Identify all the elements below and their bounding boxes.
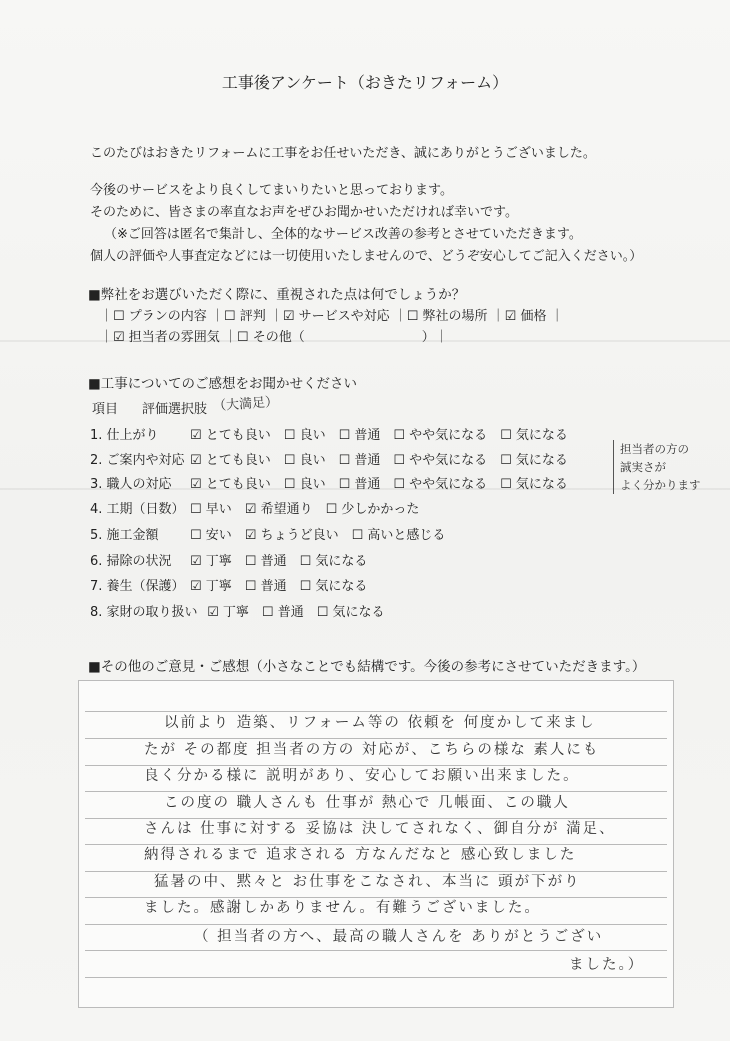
side-note-line: 担当者の方の xyxy=(620,442,689,456)
intro-line: 今後のサービスをより良くしてまいりたいと思っております。 xyxy=(90,183,453,198)
question-2-heading: ■工事についてのご感想をお聞かせください xyxy=(88,376,357,392)
side-note-line: よく分かります xyxy=(620,478,701,492)
handwritten-side-note xyxy=(613,440,701,494)
rating-options[interactable]: ☑ 丁寧 ☐ 普通 ☐ 気になる xyxy=(190,605,385,620)
handwritten-note: （大満足） xyxy=(212,394,279,415)
rating-options[interactable]: ☐ 早い ☑ 希望通り ☐ 少しかかった xyxy=(190,502,420,517)
rating-options[interactable]: ☑ 丁寧 ☐ 普通 ☐ 気になる xyxy=(190,554,368,569)
intro-line: そのために、皆さまの率直なお声をぜひお聞かせいただければ幸いです。 xyxy=(90,205,518,220)
column-item: 項目 xyxy=(92,402,119,417)
comment-line: 以前より 造築、リフォーム等の 依頼を 何度かして来まし xyxy=(164,715,596,731)
question-1-heading: ■弊社をお選びいただく際に、重視された点は何でしょうか？ xyxy=(88,287,466,303)
side-note-line: 誠実さが xyxy=(620,460,666,474)
rating-row: 8. 家財の取り扱い ☑ 丁寧 ☐ 普通 ☐ 気になる xyxy=(90,605,385,620)
question-3-heading: ■その他のご意見・ご感想（小さなことでも結構です。今後の参考にさせていただきます。） xyxy=(88,659,646,675)
rating-options[interactable]: ☑ とても良い ☐ 良い ☐ 普通 ☐ やや気になる ☐ 気になる xyxy=(190,428,568,443)
intro-line: （※ご回答は匿名で集計し、全体的なサービス改善の参考とさせていただきます。 xyxy=(104,227,582,242)
comment-line: 猛暑の中、黙々と お仕事をこなされ、本当に 頭が下がり xyxy=(154,874,581,890)
rating-row: 5. 施工金額 ☐ 安い ☑ ちょうど良い ☐ 高いと感じる xyxy=(90,528,446,543)
comment-box xyxy=(78,680,674,1008)
comment-line: ました。感謝しかありません。有難うございました。 xyxy=(144,900,541,916)
comment-line: たが その都度 担当者の方の 対応が、こちらの様な 素人にも xyxy=(144,742,600,758)
page-title: 工事後アンケート（おきたリフォーム） xyxy=(221,73,509,92)
rating-row: 2. ご案内や対応 ☑ とても良い ☐ 良い ☐ 普通 ☐ やや気になる ☐ 気になる xyxy=(90,453,568,468)
rating-row: 6. 掃除の状況 ☑ 丁寧 ☐ 普通 ☐ 気になる xyxy=(90,554,368,569)
rating-options[interactable]: ☑ 丁寧 ☐ 普通 ☐ 気になる xyxy=(190,579,368,594)
rating-row: 3. 職人の対応 ☑ とても良い ☐ 良い ☐ 普通 ☐ やや気になる ☐ 気になる xyxy=(90,477,568,492)
rating-options[interactable]: ☑ とても良い ☐ 良い ☐ 普通 ☐ やや気になる ☐ 気になる xyxy=(190,477,568,492)
comment-line: さんは 仕事に対する 妥協は 決してされなく、御自分が 満足、 xyxy=(144,821,616,837)
question-1-options: ｜☑ 担当者の雰囲気 ｜☐ その他（ ）｜ xyxy=(100,330,448,345)
question-1-options: ｜☐ プランの内容 ｜☐ 評判 ｜☑ サービスや対応 ｜☐ 弊社の場所 ｜☑ 価格 ｜ xyxy=(100,309,564,324)
comment-line: ました。） xyxy=(569,957,645,973)
column-choices: 評価選択肢 xyxy=(142,402,208,417)
comment-line: （ 担当者の方へ、最高の職人さんを ありがとうござい xyxy=(194,929,604,945)
comment-line: 良く分かる様に 説明があり、安心してお願い出来ました。 xyxy=(144,768,580,784)
rating-row: 7. 養生（保護） ☑ 丁寧 ☐ 普通 ☐ 気になる xyxy=(90,579,368,594)
comment-line: この度の 職人さんも 仕事が 熱心で 几帳面、この職人 xyxy=(164,795,570,811)
rating-options[interactable]: ☑ とても良い ☐ 良い ☐ 普通 ☐ やや気になる ☐ 気になる xyxy=(190,453,568,468)
intro-line: 個人の評価や人事査定などには一切使用いたしませんので、どうぞ安心してご記入ください。） xyxy=(90,249,643,264)
rating-row: 1. 仕上がり ☑ とても良い ☐ 良い ☐ 普通 ☐ やや気になる ☐ 気になる xyxy=(90,428,568,443)
intro-line: このたびはおきたリフォームに工事をお任せいただき、誠にありがとうございました。 xyxy=(90,146,596,161)
rating-row: 4. 工期（日数） ☐ 早い ☑ 希望通り ☐ 少しかかった xyxy=(90,502,420,517)
comment-line: 納得されるまで 追求される 方なんだなと 感心致しました xyxy=(144,847,577,863)
rating-options[interactable]: ☐ 安い ☑ ちょうど良い ☐ 高いと感じる xyxy=(190,528,446,543)
